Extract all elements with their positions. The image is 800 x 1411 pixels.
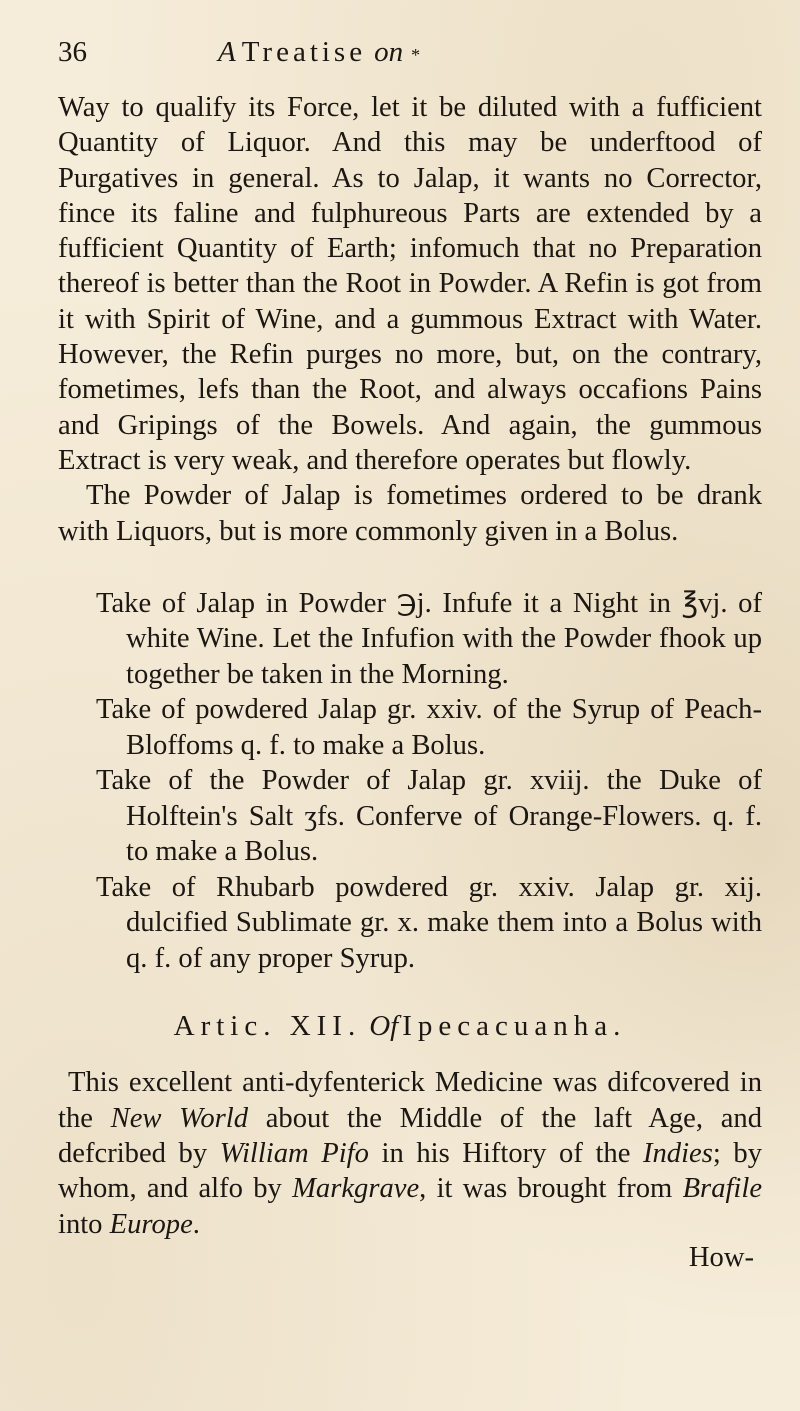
asterisk-ornament-icon: * bbox=[411, 45, 421, 65]
recipe-list bbox=[58, 586, 762, 977]
running-title-word: Treatise bbox=[241, 36, 367, 68]
paragraph-jalap-powder: The Powder of Jalap is fometimes ordered to be drank with Liquors, but is more commonly given in a Bolus. bbox=[58, 480, 762, 547]
place-europe: Europe bbox=[109, 1208, 193, 1240]
article-label: Artic. XII. bbox=[173, 1010, 362, 1043]
place-new-world: New World bbox=[110, 1102, 249, 1134]
running-title-on: on bbox=[374, 36, 404, 68]
text-run: . bbox=[192, 1208, 200, 1240]
running-head bbox=[58, 36, 762, 86]
text-run: about the Middle of the laft Age, and defcribed by bbox=[58, 1102, 762, 1169]
text-run: , it was brought from bbox=[419, 1173, 683, 1205]
article-heading bbox=[58, 1010, 762, 1043]
article-of: Of bbox=[369, 1010, 399, 1043]
running-title-article: A bbox=[218, 36, 236, 68]
recipe-item: Take of Jalap in Powder ℈j. Infufe it a Night in ℥vj. of white Wine. Let the Infufion with the Powder fhook up together be taken in the Morning. bbox=[96, 587, 762, 690]
page-number: 36 bbox=[58, 36, 87, 68]
text-run: ; by whom, and alfo by bbox=[58, 1137, 762, 1205]
catchword: How- bbox=[688, 1241, 754, 1273]
person-markgrave: Markgrave bbox=[292, 1173, 420, 1205]
running-title bbox=[218, 36, 420, 69]
text-run: in his Hiftory of the bbox=[368, 1137, 643, 1169]
recipe-item: Take of powdered Jalap gr. xxiv. of the Syrup of Peach-Bloffoms q. f. to make a Bolus. bbox=[96, 694, 762, 761]
recipe-item: Take of the Powder of Jalap gr. xviij. the Duke of Holftein's Salt ʒfs. Conferve of Orange-Flowers. q. f. to make a Bolus. bbox=[96, 765, 762, 868]
recipe-item: Take of Rhubarb powdered gr. xxiv. Jalap gr. xij. dulcified Sublimate gr. x. make them into a Bolus with q. f. of any proper Syrup. bbox=[96, 871, 762, 974]
place-brasil: Brafile bbox=[682, 1173, 763, 1205]
person-william-piso: William Pifo bbox=[219, 1137, 369, 1169]
article-subject: Ipecacuanha. bbox=[402, 1010, 627, 1043]
body-text bbox=[58, 90, 762, 549]
place-indies: Indies bbox=[642, 1137, 713, 1169]
text-run: into bbox=[58, 1208, 110, 1240]
paragraph-purgatives: Way to qualify its Force, let it be diluted with a fufficient Quantity of Liquor. And this may be underftood of Purgatives in general. As to Jalap, it wants no Corrector, fince its faline and fulphureous Parts are extended by a fufficient Quantity of Earth; infomuch that no Preparation thereof is better than the Root in Powder. A Refin is got from it with Spirit of Wine, and a gummous Extract with Water. However, the Refin purges no more, but, on the contrary, fometimes, lefs than the Root, and always occafions Pains and Gripings of the Bowels. And again, the gummous Extract is very weak, and therefore operates but flowly. bbox=[58, 92, 762, 476]
section-ipecacuanha bbox=[58, 1065, 762, 1273]
paragraph-ipecacuanha bbox=[58, 1065, 762, 1241]
text-run: This excellent anti-dyfenterick Medicine was difcovered in the bbox=[58, 1067, 762, 1134]
